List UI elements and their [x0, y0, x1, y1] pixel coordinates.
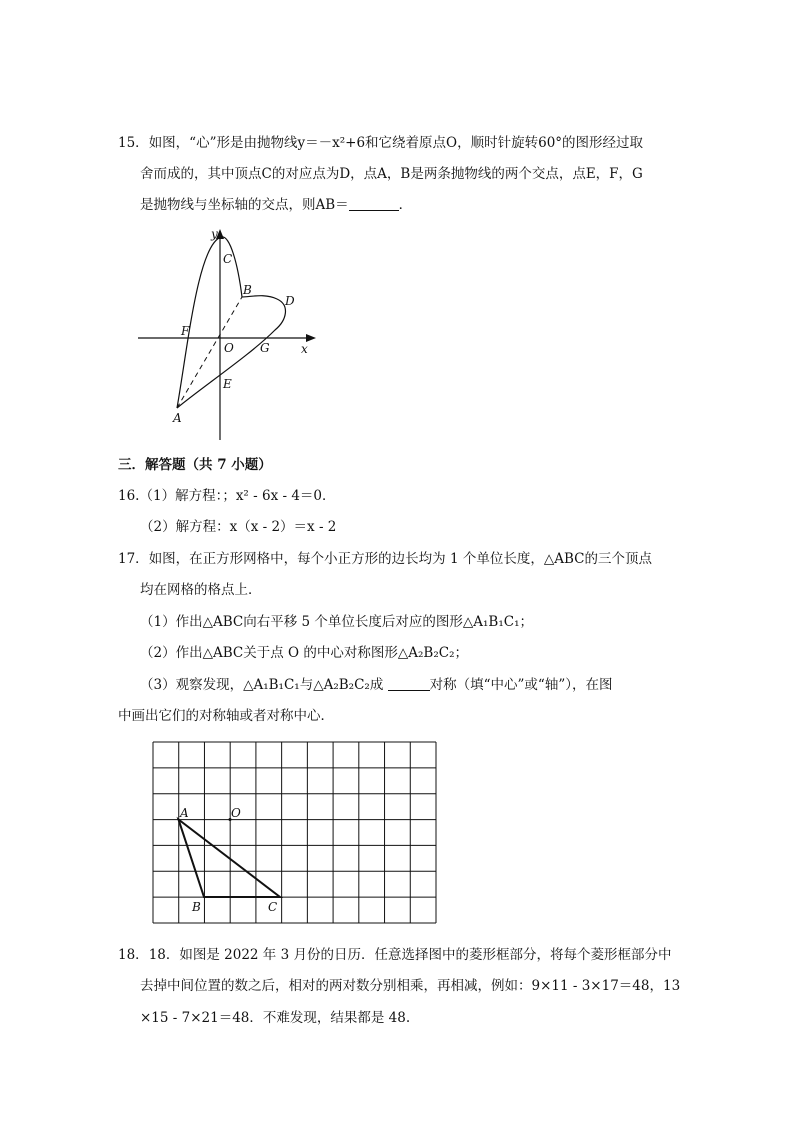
label-b: B	[243, 283, 252, 297]
q17-text-1: 如图，在正方形网格中，每个小正方形的边长均为 1 个单位长度，△ABC的三个顶点	[148, 551, 652, 567]
triangle-abc	[179, 820, 281, 898]
q17-line2: 均在网格的格点上．	[140, 582, 262, 598]
q15-text-3b: ．	[398, 197, 413, 213]
q16-line2: （2）解方程：x（x - 2）＝x - 2	[140, 519, 337, 535]
x-axis-arrow-icon	[306, 334, 316, 342]
label-g: G	[260, 341, 270, 355]
q15-number: 15．	[118, 135, 149, 151]
label-e: E	[223, 377, 232, 391]
q17-part2: （2）作出△ABC关于点 O 的中心对称图形△A₂B₂C₂；	[140, 645, 468, 661]
label-y: y	[211, 227, 218, 241]
q15-heart-figure	[130, 225, 330, 445]
q18-line2: 去掉中间位置的数之后，相对的两对数分别相乘，再相减，例如：9×11 - 3×17＝48，13	[140, 978, 681, 994]
label-a: A	[180, 806, 189, 820]
label-o: O	[231, 806, 241, 820]
q17-line1	[118, 549, 652, 569]
label-x: x	[301, 342, 308, 356]
q16-number: 16.	[118, 488, 140, 504]
q18-text-1: 18．如图是 2022 年 3 月份的日历．任意选择图中的菱形框部分，将每个菱形框部分中	[148, 947, 672, 963]
q18-line1	[118, 945, 671, 965]
q17-number: 17．	[118, 551, 149, 567]
label-b: B	[192, 900, 201, 914]
q16-line1	[118, 486, 336, 506]
q17-part3-a: （3）观察发现，△A₁B₁C₁与△A₂B₂C₂成	[140, 677, 384, 693]
q18-number: 18．	[118, 947, 149, 963]
label-c: C	[268, 900, 278, 914]
q15-text-2: 舍而成的，其中顶点C的对应点为D，点A，B是两条抛物线的两个交点，点E，F，G	[140, 166, 643, 182]
q15-line3	[140, 195, 412, 215]
q16-part1: （1）解方程：；x² - 6x - 4＝0．	[139, 488, 336, 504]
q18-line3: ×15 - 7×21＝48．不难发现，结果都是 48.	[140, 1010, 411, 1026]
q15-text-1: 如图，“心”形是由抛物线y＝－x²+6和它绕着原点O，顺时针旋转60°的图形经过取	[148, 135, 644, 151]
label-a: A	[173, 411, 182, 425]
label-f: F	[181, 324, 190, 338]
label-c: C	[223, 252, 233, 266]
q17-part3-b: 对称（填“中心”或“轴”），在图	[429, 677, 613, 693]
label-d: D	[285, 294, 295, 308]
label-o: O	[224, 341, 234, 355]
q17-answer-blank[interactable]	[388, 676, 430, 691]
q15-line2	[140, 164, 643, 184]
q17-part3	[140, 675, 612, 695]
section3-title: 三．解答题（共 7 小题）	[118, 457, 272, 473]
q15-answer-blank[interactable]	[349, 196, 399, 211]
q15-line1	[118, 133, 643, 153]
q17-part1: （1）作出△ABC向右平移 5 个单位长度后对应的图形△A₁B₁C₁；	[140, 614, 534, 630]
q15-text-3a: 是抛物线与坐标轴的交点，则AB＝	[140, 197, 349, 213]
q17-part3-cont: 中画出它们的对称轴或者对称中心．	[118, 708, 334, 724]
q17-grid-figure	[150, 739, 440, 929]
